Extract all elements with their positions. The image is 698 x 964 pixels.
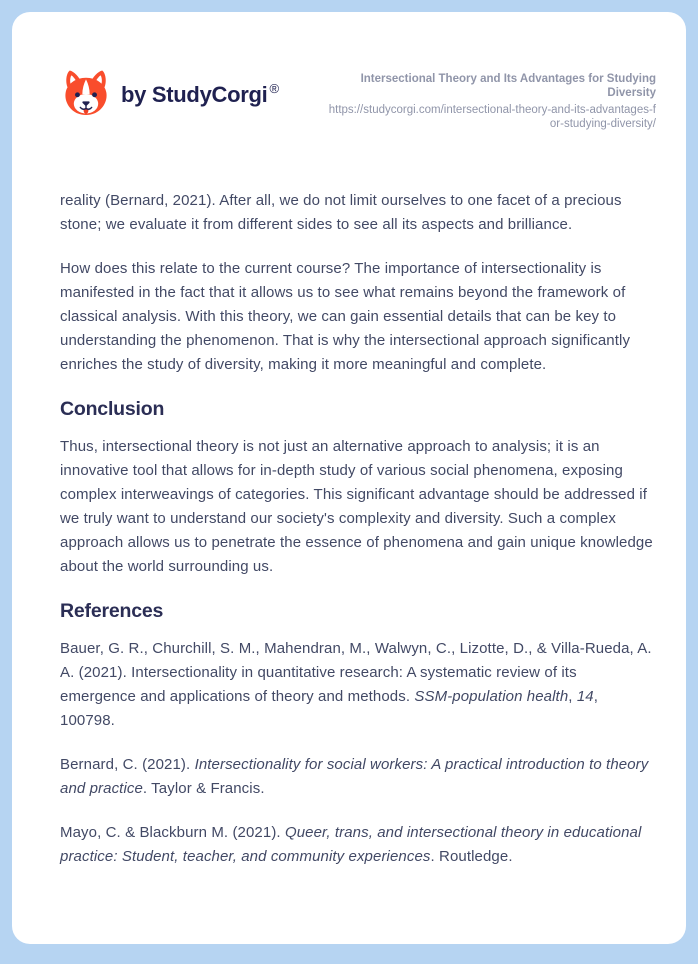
brand-text: by StudyCorgi ® bbox=[121, 80, 279, 107]
document-url-link[interactable]: https://studycorgi.com/intersectional-theory-and-its-advantages-for-studying-diversity/ bbox=[328, 104, 656, 130]
paragraph-continuation: reality (Bernard, 2021). After all, we do not limit ourselves to one facet of a precious stone; we evaluate it from different sides to see all its aspects and brilliance. bbox=[60, 192, 622, 233]
document-title: Intersectional Theory and Its Advantages for Studying Diversity bbox=[360, 73, 656, 99]
conclusion-paragraph: Thus, intersectional theory is not just an alternative approach to analysis; it is an innovative tool that allows for in-depth study of various social phenomena, exposing complex interweavings of categories. This significant advantage should be addressed if we truly want to understand our society's complexity and diversity. Such a complex approach allows us to penetrate the essence of phenomena and gain unique knowledge about the world surrounding us. bbox=[60, 438, 653, 575]
reference-item: Mayo, C. & Blackburn M. (2021). Queer, trans, and intersectional theory in educational practice: Student, teacher, and community experiences. Routledge. bbox=[60, 824, 642, 865]
studycorgi-logo-link[interactable] bbox=[60, 68, 279, 120]
registered-mark: ® bbox=[269, 80, 279, 96]
article-body bbox=[60, 189, 656, 869]
page-header bbox=[60, 68, 656, 131]
document-meta bbox=[326, 68, 656, 131]
conclusion-heading: Conclusion bbox=[60, 398, 165, 420]
references-heading: References bbox=[60, 600, 164, 622]
reference-item: Bernard, C. (2021). Intersectionality for social workers: A practical introduction to theory and practice. Taylor & Francis. bbox=[60, 756, 649, 797]
corgi-icon bbox=[60, 68, 112, 120]
reference-item: Bauer, G. R., Churchill, S. M., Mahendran, M., Walwyn, C., Lizotte, D., & Villa-Rueda, A. A. (2021). Intersectionality in quantitative research: A systematic review of its emergence and applications of theory and methods. SSM-population health, 14, 100798. bbox=[60, 640, 652, 729]
paragraph-course-relation: How does this relate to the current course? The importance of intersectionality is manifested in the fact that it allows us to see what remains beyond the framework of classical analysis. With this theory, we can gain essential details that can be key to understanding the phenomenon. That is why the intersectional approach significantly enriches the study of diversity, making it more meaningful and complete. bbox=[60, 260, 631, 373]
document-card bbox=[12, 12, 686, 944]
